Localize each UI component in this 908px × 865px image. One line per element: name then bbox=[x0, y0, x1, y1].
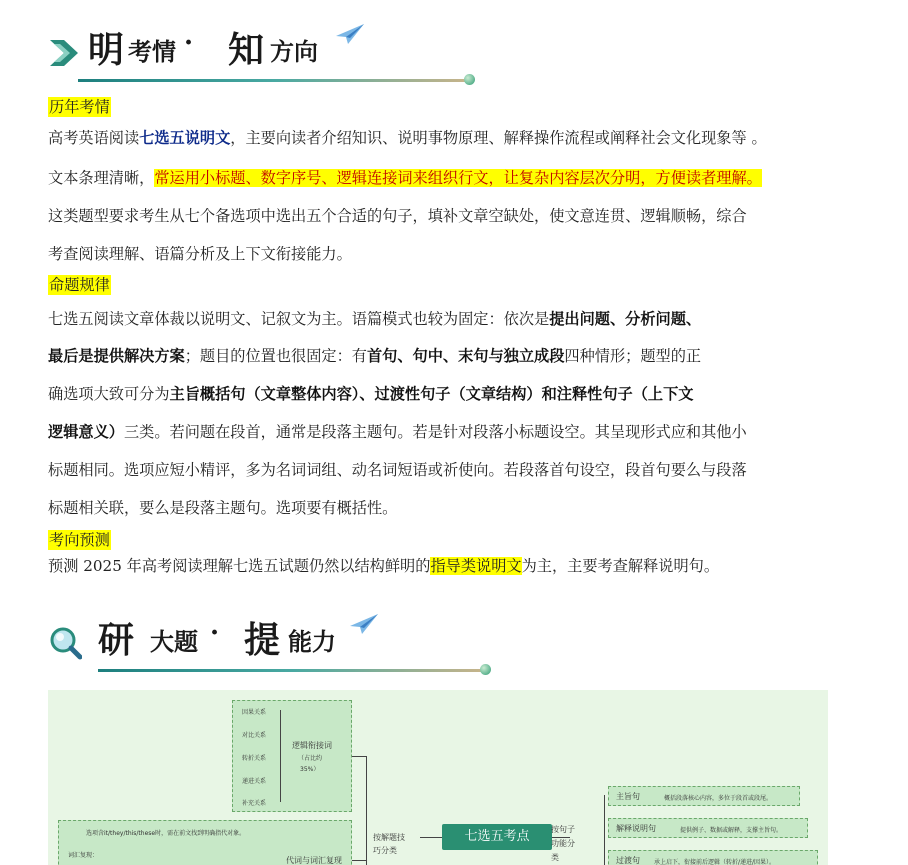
banner-underline bbox=[78, 79, 470, 82]
rules-line-5: 标题相同。选项应短小精评，多为名词词组、动名词短语或祈使向。若段落首句设空，段首句要么与段落 bbox=[48, 461, 747, 479]
left-branch-label: 巧分类 bbox=[373, 846, 397, 855]
chevron-right-icon bbox=[48, 36, 82, 70]
connector bbox=[420, 837, 442, 838]
right-branch-label: 按句子 bbox=[551, 825, 575, 834]
rules-line-2: 最后是提供解决方案；题目的位置也很固定：有首句、句中、末句与独立成段四种情形；题型的正 bbox=[48, 347, 702, 365]
relation-item: 对比关系 bbox=[242, 732, 267, 739]
topic-sentence: 主旨句 bbox=[616, 792, 640, 801]
section-banner-1 bbox=[48, 22, 488, 86]
vocab-branch: 代词与词汇复现 bbox=[286, 856, 342, 865]
topic-desc: 概括段落核心内容，多位于段首或段尾。 bbox=[664, 795, 773, 802]
paper-plane-icon bbox=[350, 614, 378, 634]
vocab-label: 词汇复现： bbox=[68, 852, 99, 859]
highlight-term: 七选五说明文 bbox=[139, 129, 231, 147]
center-node: 七选五考点 bbox=[442, 824, 552, 850]
tag-forecast: 考向预测 bbox=[49, 531, 110, 549]
banner-title-char: 提 bbox=[244, 619, 281, 661]
logic-label: 35%） bbox=[300, 766, 320, 773]
banner-title-text: 能力 bbox=[288, 628, 336, 656]
tag-history: 历年考情 bbox=[49, 98, 110, 116]
highlight-text: 指导类说明文 bbox=[430, 557, 522, 575]
right-branch-label: 功能分 bbox=[551, 839, 575, 848]
highlight-text: 常运用小标题、数字序号、逻辑连接词来组织行文，让复杂内容层次分明，方便读者理解。 bbox=[154, 169, 762, 187]
tag-rules: 命题规律 bbox=[49, 276, 110, 294]
history-line-1: 高考英语阅读七选五说明文，主要向读者介绍知识、说明事物原理、解释操作流程或阐释社会文化现象等 。 bbox=[48, 129, 767, 147]
banner-title-char: 知 bbox=[228, 29, 265, 71]
banner-title-char: 明 bbox=[88, 29, 125, 71]
banner-title-text: 方向 bbox=[270, 38, 318, 66]
relation-item: 递进关系 bbox=[242, 778, 267, 785]
connector bbox=[352, 860, 366, 861]
transition-sentence: 过渡句 bbox=[616, 856, 640, 865]
left-branch-label: 按解题技 bbox=[373, 833, 405, 842]
transition-desc: 承上启下，衔接前后逻辑（转折/递进/因果）。 bbox=[654, 859, 776, 865]
banner-underline bbox=[98, 669, 486, 672]
banner-title-dot: · bbox=[184, 28, 194, 58]
rules-line-4: 逻辑意义）三类。若问题在段首，通常是段落主题句。若是针对段落小标题设空。其呈现形式应和其他小 bbox=[48, 423, 747, 441]
history-line-2: 文本条理清晰，常运用小标题、数字序号、逻辑连接词来组织行文，让复杂内容层次分明，方便读者理解。 bbox=[48, 169, 762, 187]
history-line-3: 这类题型要求考生从七个备选项中选出五个合适的句子，填补文章空缺处，使文意连贯、逻辑顺畅，综合 bbox=[48, 207, 747, 225]
relation-item: 因果关系 bbox=[242, 709, 267, 716]
connector bbox=[352, 756, 366, 757]
relation-item: 补充关系 bbox=[242, 800, 267, 807]
rules-line-3: 确选项大致可分为主旨概括句（文章整体内容）、过渡性句子（文章结构）和注释性句子（上下文 bbox=[48, 385, 694, 403]
history-line-4: 考查阅读理解、语篇分析及上下文衔接能力。 bbox=[48, 245, 352, 263]
rules-line-1: 七选五阅读文章体裁以说明文、记叙文为主。语篇模式也较为固定：依次是提出问题、分析问题、 bbox=[48, 310, 702, 328]
explain-sentence: 解释说明句 bbox=[616, 824, 656, 833]
paper-plane-icon bbox=[336, 24, 364, 44]
banner-title-dot: · bbox=[210, 618, 220, 648]
banner-title-text: 大题 bbox=[150, 628, 198, 656]
banner-dot-icon bbox=[480, 664, 491, 675]
explain-desc: 提供例子、数据或解释，支撑主旨句。 bbox=[680, 827, 783, 834]
banner-dot-icon bbox=[464, 74, 475, 85]
pronoun-note: 选项含it/they/this/these时，需在前文找到明确指代对象。 bbox=[86, 830, 246, 837]
relation-item: 转折关系 bbox=[242, 755, 267, 762]
right-branch-label: 类 bbox=[551, 853, 559, 862]
banner-title-text: 考情 bbox=[128, 38, 176, 66]
connector bbox=[366, 756, 367, 865]
rules-line-6: 标题相关联，要么是段落主题句。选项要有概括性。 bbox=[48, 499, 398, 517]
magnifier-icon bbox=[48, 626, 82, 660]
section-banner-2 bbox=[48, 612, 488, 676]
logic-label: 逻辑衔接词 bbox=[292, 741, 332, 750]
logic-label: （占比约 bbox=[298, 755, 323, 762]
banner-title-char: 研 bbox=[98, 619, 135, 661]
forecast-line: 预测 2025 年高考阅读理解七选五试题仍然以结构鲜明的指导类说明文为主，主要考查解释说明句。 bbox=[48, 557, 719, 575]
connector bbox=[280, 710, 281, 802]
mindmap-diagram bbox=[48, 690, 828, 865]
connector bbox=[604, 795, 605, 865]
